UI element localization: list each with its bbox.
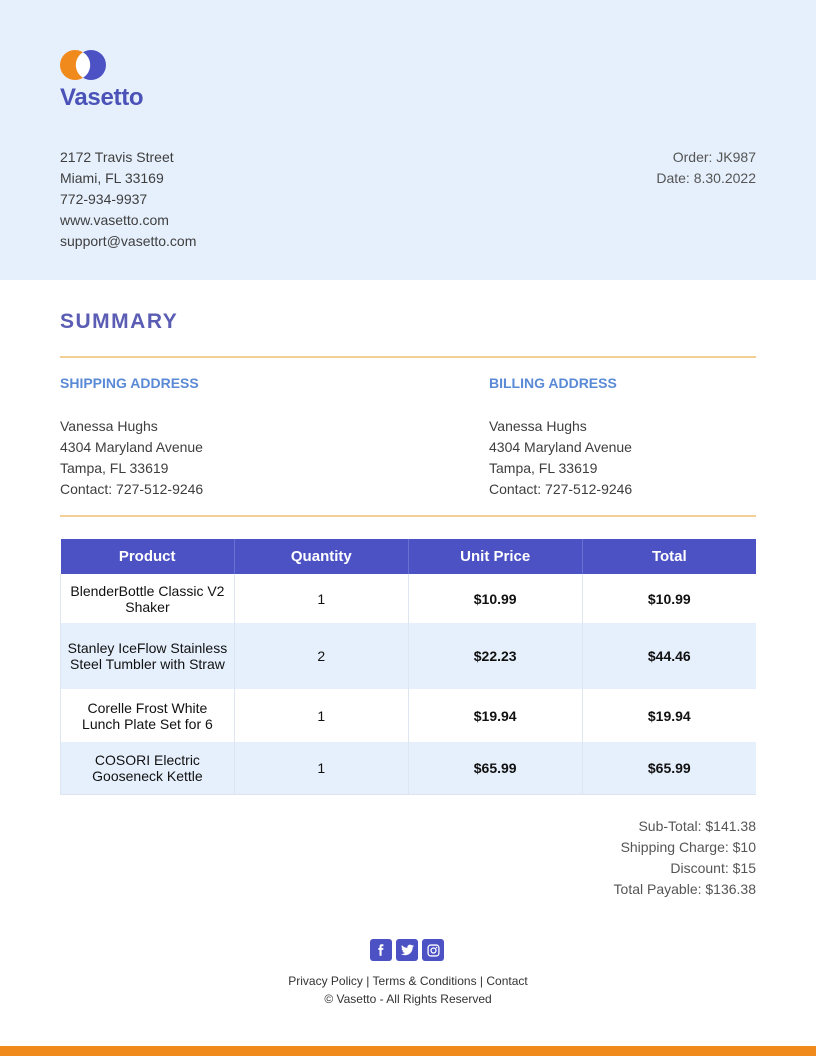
footer-separator: | <box>479 974 484 988</box>
shipping-name: Vanessa Hughs <box>60 418 158 434</box>
table-header-row <box>61 539 757 574</box>
shipping-city: Tampa, FL 33619 <box>60 460 169 476</box>
table-row <box>61 574 757 623</box>
terms-link[interactable]: Terms & Conditions <box>372 974 477 988</box>
billing-name: Vanessa Hughs <box>489 418 587 434</box>
total-payable: Total Payable: $136.38 <box>613 881 756 897</box>
product-cell: COSORI Electric Gooseneck Kettle <box>61 742 235 795</box>
total-cell: $10.99 <box>582 574 756 623</box>
brand-name: Vasetto <box>60 84 144 111</box>
shipping-charge: Shipping Charge: $10 <box>620 839 756 855</box>
total-cell: $44.46 <box>582 623 756 689</box>
quantity-cell: 2 <box>234 623 408 689</box>
instagram-icon[interactable] <box>422 939 444 961</box>
social-links <box>370 939 444 961</box>
order-items-table <box>60 539 756 795</box>
facebook-icon[interactable] <box>370 939 392 961</box>
contact-link[interactable]: Contact <box>486 974 528 988</box>
copyright: © Vasetto - All Rights Reserved <box>324 992 492 1006</box>
billing-street: 4304 Maryland Avenue <box>489 439 632 455</box>
billing-contact: Contact: 727-512-9246 <box>489 481 633 497</box>
unit-price-cell: $65.99 <box>408 742 582 795</box>
shipping-address <box>60 375 360 500</box>
order-date: Date: 8.30.2022 <box>656 170 756 186</box>
quantity-cell: 1 <box>234 742 408 795</box>
product-cell: Corelle Frost White Lunch Plate Set for 6 <box>61 689 235 742</box>
order-info <box>656 147 756 189</box>
order-number: Order: JK987 <box>672 149 756 165</box>
table-row <box>61 689 757 742</box>
table-row <box>61 623 757 689</box>
billing-city: Tampa, FL 33619 <box>489 460 598 476</box>
shipping-address-title: SHIPPING ADDRESS <box>60 375 199 391</box>
summary-title: SUMMARY <box>60 310 179 333</box>
column-header-total: Total <box>582 539 756 574</box>
billing-address <box>489 375 789 500</box>
unit-price-cell: $19.94 <box>408 689 582 742</box>
company-website[interactable]: www.vasetto.com <box>60 212 169 228</box>
footer-separator: | <box>366 974 370 988</box>
totals-summary <box>614 816 756 900</box>
column-header-product: Product <box>61 539 235 574</box>
header-band <box>0 0 816 280</box>
divider-top <box>60 356 756 358</box>
divider-bottom <box>60 515 756 517</box>
total-cell: $65.99 <box>582 742 756 795</box>
product-cell: BlenderBottle Classic V2 Shaker <box>61 574 235 623</box>
company-email[interactable]: support@vasetto.com <box>60 233 197 249</box>
table-row <box>61 742 757 795</box>
unit-price-cell: $10.99 <box>408 574 582 623</box>
bottom-accent-bar <box>0 1046 816 1056</box>
privacy-policy-link[interactable]: Privacy Policy <box>288 974 363 988</box>
product-cell: Stanley IceFlow Stainless Steel Tumbler with Straw <box>61 623 235 689</box>
shipping-street: 4304 Maryland Avenue <box>60 439 203 455</box>
shipping-contact: Contact: 727-512-9246 <box>60 481 204 497</box>
column-header-unit-price: Unit Price <box>408 539 582 574</box>
company-street: 2172 Travis Street <box>60 149 174 165</box>
unit-price-cell: $22.23 <box>408 623 582 689</box>
total-cell: $19.94 <box>582 689 756 742</box>
company-phone: 772-934-9937 <box>60 191 148 207</box>
footer-links <box>0 974 816 988</box>
vasetto-logo-icon <box>60 50 106 80</box>
quantity-cell: 1 <box>234 689 408 742</box>
company-info <box>60 147 196 252</box>
column-header-quantity: Quantity <box>234 539 408 574</box>
quantity-cell: 1 <box>234 574 408 623</box>
discount: Discount: $15 <box>670 860 756 876</box>
twitter-icon[interactable] <box>396 939 418 961</box>
billing-address-title: BILLING ADDRESS <box>489 375 617 391</box>
subtotal: Sub-Total: $141.38 <box>638 818 756 834</box>
company-city: Miami, FL 33169 <box>60 170 164 186</box>
